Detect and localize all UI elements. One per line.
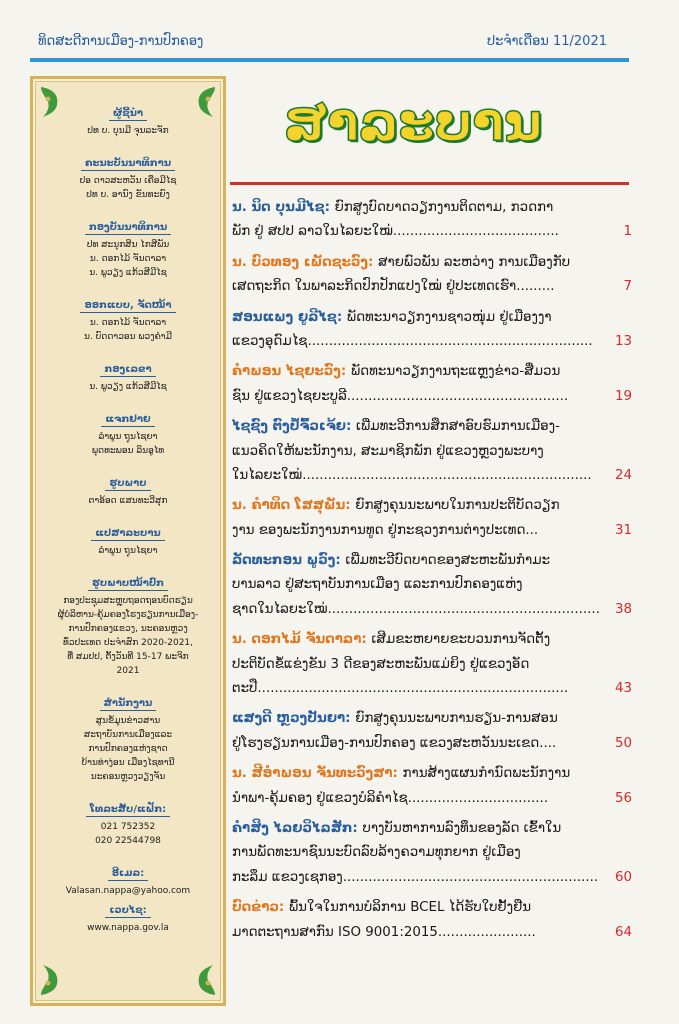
masthead-section-title: ແປສາລະບານ xyxy=(91,528,164,541)
toc-entry[interactable] xyxy=(232,817,632,890)
toc-author: ແສງດີ ຫຼວງປັນຍາ: xyxy=(232,711,356,727)
corner-ornament-icon xyxy=(39,963,61,997)
masthead-section-line: ການປົກຄອງແຫ່ງຊາດ xyxy=(88,744,168,754)
toc-article-title: ພັກ ຢູ່ ສປປ ລາວໃນໄລຍະໃໝ່....................................... xyxy=(232,224,559,240)
toc-entry[interactable] xyxy=(232,415,632,488)
toc-entry-line xyxy=(232,866,632,890)
masthead-section-line: ທີ່ ສມປປ, ຕັ້ງວັນທີ 15-17 ພະຈິກ xyxy=(67,652,189,662)
toc-article-title: ເພີ່ມທະວີບົດບາດຂອງສະຫະພັນກຳມະ xyxy=(345,553,551,569)
toc-entry-line xyxy=(232,549,632,573)
masthead-section-line: ລຳພູນ ຖຸນໄຊຍາ xyxy=(98,546,158,556)
masthead-section-line: ຜູ້ບໍລິຫານ-ຄຸ້ມຄອງໂຮງຮຽນການເມືອງ- xyxy=(57,610,199,620)
toc-entry[interactable] xyxy=(232,251,632,300)
toc-article-title: ການພັດທະນາຊົນນະບົດລົບລ້າງຄວາມທຸກຍາກ ຢູ່ເມືອງ xyxy=(232,845,521,861)
toc-entry-line xyxy=(232,519,632,543)
toc-entry-line xyxy=(232,275,632,299)
masthead-section-title: ຮູບພາບ xyxy=(105,478,150,491)
toc-entry[interactable] xyxy=(232,306,632,355)
masthead-contact xyxy=(47,861,209,935)
toc-page-number: 50 xyxy=(611,732,632,756)
masthead-section xyxy=(47,357,209,394)
toc-author: ຄຳພອນ ໄຊຍະວົງ: xyxy=(232,364,351,380)
corner-ornament-icon xyxy=(39,85,61,119)
toc-page-number: 7 xyxy=(619,275,632,299)
toc-entry-line xyxy=(232,330,632,354)
masthead-section xyxy=(47,215,209,280)
masthead-section-line: ນ. ພູວຽງ ແກ້ວສີມີໄຊ xyxy=(89,382,167,392)
toc-entry-line xyxy=(232,787,632,811)
toc-author: ສອນແພງ ຍູລີໄຊ: xyxy=(232,309,347,325)
toc-author: ລັດທະກອນ ພູວົງ: xyxy=(232,553,346,569)
header-issue-date: ປະຈຳເດືອນ 11/2021 xyxy=(486,34,607,49)
masthead-section-line: ພຸດທະພອນ ລິນອູໄທ xyxy=(91,446,165,456)
corner-ornament-icon xyxy=(195,963,217,997)
masthead-section-line: ສະຖາບັນການເມືອງແລະ xyxy=(83,730,173,740)
masthead-section-line: ການປົກຄອງແຂວງ, ນະຄອນຫຼວງ xyxy=(68,624,188,634)
toc-article-title: ພັດທະນາວຽກງານຊາວໜຸ່ມ ຢູ່ເມືອງງາ xyxy=(346,309,552,325)
masthead-section-line: ລຳພູນ ຖຸນໄຊຍາ xyxy=(98,432,158,442)
toc-entry-line xyxy=(232,896,632,920)
masthead-sections xyxy=(47,101,209,848)
toc-article-title: ຢູ່ໂຮງຮຽນການເມືອງ-ການປົກຄອງ ແຂວງສະຫວັນນະເຂດ.... xyxy=(232,735,557,751)
toc-entry-line xyxy=(232,762,632,786)
toc-article-title: ມາດຕະຖານສາກົນ ISO 9001:2015....................... xyxy=(232,924,536,940)
toc-entry-line xyxy=(232,494,632,518)
toc-author: ນ. ບົວທອງ ເພັດຊະວົງ: xyxy=(232,254,379,270)
title-divider xyxy=(230,182,629,185)
website-url[interactable]: www.nappa.gov.la xyxy=(87,923,169,933)
toc-article-title: ບາງບັນຫາການລົງທຶນຂອງລັດ ເຂົ້າໃນ xyxy=(362,820,562,836)
masthead-section xyxy=(47,797,209,848)
toc-page-number: 31 xyxy=(611,519,632,543)
toc-entry-line xyxy=(232,598,632,622)
masthead-section-title: ສຳນັກງານ xyxy=(100,698,157,711)
toc-entry[interactable] xyxy=(232,707,632,756)
toc-entry[interactable] xyxy=(232,549,632,622)
masthead-section xyxy=(47,101,209,138)
corner-ornament-icon xyxy=(195,85,217,119)
masthead-section-line: ປທ ສະນຸກສິນ ໄກສີພັນ xyxy=(86,240,170,250)
toc-page-number: 60 xyxy=(611,866,632,890)
toc-entry[interactable] xyxy=(232,494,632,543)
masthead-sidebar xyxy=(30,76,226,1006)
toc-article-title: ຍົກສູງຄຸນນະພາບໃນການປະຕິບັດວຽກ xyxy=(355,498,560,514)
masthead-section xyxy=(47,293,209,344)
toc-author: ນ. ນິດ ບຸນມີໄຊ: xyxy=(232,200,335,215)
toc-entry-line xyxy=(232,628,632,652)
masthead-section-line: ນະຄອນຫຼວງວຽງຈັນ xyxy=(90,772,166,782)
masthead-section-line: ນ. ດອກໄມ້ ຈັນດາລາ xyxy=(89,254,167,264)
website-label: ເວບໄຊ: xyxy=(105,905,150,918)
toc-entry[interactable] xyxy=(232,196,632,245)
toc-author: ນ. ສີອຳພອນ ຈັນທະວົງສາ: xyxy=(232,766,403,782)
toc-article-title: ຊົນ ຢູ່ແຂວງໄຊຍະບູລີ.................................................... xyxy=(232,388,569,404)
toc-entry-line xyxy=(232,732,632,756)
toc-entry-line xyxy=(232,251,632,275)
masthead-section-line: 021 752352 xyxy=(100,822,156,832)
masthead-section-title: ຮູບພາບໜ້າປົກ xyxy=(88,578,168,591)
header-divider xyxy=(30,58,629,62)
toc-article-title: ປະຕິບັດຂໍ້ແຂ່ງຂັນ 3 ດີຂອງສະຫະພັນແມ່ຍິງ ຢູ່ແຂວງອັດ xyxy=(232,656,530,672)
table-of-contents xyxy=(232,196,632,951)
toc-entry-line xyxy=(232,653,632,677)
toc-article-title: ເສີມຂະຫຍາຍຂະບວນການຈັດຕັ້ງ xyxy=(371,632,551,648)
toc-entry-line xyxy=(232,817,632,841)
toc-article-title: ສາຍພົວພັນ ລະຫວ່າງ ການເມືອງກັບ xyxy=(378,254,571,270)
toc-page-number: 24 xyxy=(611,464,632,488)
masthead-section-line: ປອ ດາວສະຫວັນ ເຄືອມີໄຊ xyxy=(79,176,177,186)
masthead-section-title: ກອງເລຂາ xyxy=(100,364,155,377)
toc-article-title: ບານລາວ ຢູ່ສະຖາບັນການເມືອງ ແລະການປົກຄອງແຫ່ງ xyxy=(232,577,523,593)
masthead-section xyxy=(47,571,209,678)
toc-entry-line xyxy=(232,573,632,597)
toc-entry[interactable] xyxy=(232,628,632,701)
toc-entry[interactable] xyxy=(232,762,632,811)
toc-article-title: ງານ ຂອງພະນັກງານການທູດ ຢູ່ກະຊວງການຕ່າງປະເທດ... xyxy=(232,522,539,538)
page-title-text: ສາລະບານ xyxy=(284,93,542,153)
toc-entry-line xyxy=(232,196,632,220)
toc-entry-line xyxy=(232,220,632,244)
toc-article-title: ເສດຖະກິດ ໃນພາລະກິດປົກປັກແປງໃໝ່ ຢູ່ປະເທດເຮົາ......... xyxy=(232,279,555,295)
masthead-section-title: ແຈກຢາຍ xyxy=(101,414,154,427)
masthead-section-title: ອອກແບບ, ຈັດໜ້າ xyxy=(80,300,175,313)
page-title xyxy=(284,86,542,160)
masthead-section xyxy=(47,407,209,458)
toc-entry[interactable] xyxy=(232,896,632,945)
toc-article-title: ໃນໄລຍະໃໝ່.................................................................... xyxy=(232,467,592,483)
toc-entry-line xyxy=(232,415,632,439)
masthead-section-line: ປທ ບ. ອານົງ ຂັນທະຍົງ xyxy=(86,190,170,200)
masthead-section-line: ນ. ດອກໄມ້ ຈັນດາລາ xyxy=(89,318,167,328)
toc-article-title: ແຂວງອຸດົມໄຊ................................................................... xyxy=(232,333,593,349)
toc-article-title: ແນວຄິດໃຫ້ພະນັກງານ, ສະມາຊິກພັກ ຢູ່ແຂວງຫຼວງພະບາງ xyxy=(232,443,544,459)
toc-entry-line xyxy=(232,921,632,945)
masthead-section-title: ກອງບັນນາທິການ xyxy=(85,222,171,235)
toc-entry-line xyxy=(232,841,632,865)
email-label: ອີເມລ: xyxy=(108,868,148,881)
masthead-section-title: ໂທລະສັບ/ແຟັກ: xyxy=(86,804,170,817)
toc-entry[interactable] xyxy=(232,360,632,409)
toc-entry-line xyxy=(232,306,632,330)
masthead-section-line: ກອງປະຊຸມສະຫຼຸບຖອດຖອນບົດຮຽນ xyxy=(63,596,193,606)
masthead-section-line: ທົ່ວປະເທດ ປະຈຳສົກ 2020-2021, xyxy=(62,638,194,648)
toc-article-title: ຍົກສູງບົດບາດວຽກງານຕິດຕາມ, ກວດກາ xyxy=(334,200,554,215)
toc-article-title: ຊາດໃນໄລຍະໃໝ່................................................................ xyxy=(232,601,600,617)
toc-article-title: ການສ້າງແຜນກຳນົດພະນັກງານ xyxy=(402,766,571,782)
toc-page-number: 38 xyxy=(611,598,632,622)
toc-page-number: 1 xyxy=(619,220,632,244)
masthead-section-line: ປທ ບ. ບຸນມີ ຈຸນລະຈັກ xyxy=(87,126,169,136)
toc-entry-line xyxy=(232,677,632,701)
masthead-section xyxy=(47,471,209,508)
masthead-section xyxy=(47,691,209,784)
toc-author: ບົດຂ່າວ: xyxy=(232,900,289,916)
toc-entry-line xyxy=(232,385,632,409)
toc-page-number: 56 xyxy=(611,787,632,811)
masthead-section-line: ນ. ບົດດາວອນ ພວງຄຳມີ xyxy=(84,332,172,342)
toc-article-title: ຕະປື......................................................................... xyxy=(232,681,569,697)
toc-article-title: ພົ້ນໃຈໃນການບໍລິການ BCEL ໄດ້ຮັບໃບຢັ້ງຢືນ xyxy=(288,900,532,916)
toc-entry-line xyxy=(232,464,632,488)
toc-author: ໄຊຊົງ ຕົງປໍ້ຈົ້ວເຈ້ຍ: xyxy=(232,419,356,435)
toc-page-number: 64 xyxy=(611,921,632,945)
masthead-section-title: ຜູ້ຊີ້ນຳ xyxy=(109,108,147,121)
toc-author: ນ. ດອກໄມ້ ຈັນດາລາ: xyxy=(232,632,372,648)
header-publication-title: ທິດສະດີການເມືອງ-ການປົກຄອງ xyxy=(38,34,204,49)
toc-page-number: 43 xyxy=(611,677,632,701)
toc-entry-line xyxy=(232,440,632,464)
email-address[interactable]: Valasan.nappa@yahoo.com xyxy=(65,886,191,896)
toc-article-title: ນຳພາ-ຄຸ້ມຄອງ ຢູ່ແຂວງບໍລິຄຳໄຊ................................. xyxy=(232,790,549,806)
toc-article-title: ຍົກສູງຄຸນນະພາບການຮຽນ-ການສອນ xyxy=(355,711,558,727)
toc-entry-line xyxy=(232,360,632,384)
masthead-section xyxy=(47,151,209,202)
toc-entry-line xyxy=(232,707,632,731)
toc-page-number: 13 xyxy=(611,330,632,354)
toc-author: ຄຳສິງ ໄລຍວິໄລສັກ: xyxy=(232,820,363,836)
toc-article-title: ກະລຶມ ແຂວງເຊກອງ............................................................ xyxy=(232,869,599,885)
masthead-section-line: ນ. ພູວຽງ ແກ້ວສີມີໄຊ xyxy=(89,268,167,278)
masthead-section-line: ຕາອ້ອດ ແສນທະວີສຸກ xyxy=(88,496,168,506)
masthead-section-line: ສູນຂໍ້ມູນຂ່າວສານ xyxy=(95,716,161,726)
masthead-section-line: 020 22544798 xyxy=(95,836,161,846)
toc-article-title: ພັດທະນາວຽກງານຖະແຫຼງຂ່າວ-ສື່ມວນ xyxy=(350,364,561,380)
masthead-section-line: 2021 xyxy=(116,666,140,676)
masthead-section-title: ຄະນະບັນນາທິການ xyxy=(81,158,175,171)
masthead-section xyxy=(47,521,209,558)
toc-page-number: 19 xyxy=(611,385,632,409)
toc-article-title: ເພີ່ມທະວີການສຶກສາອົບຮົມການເມືອງ- xyxy=(355,419,560,435)
masthead-section-line: ບ້ານທ່າງ່ອນ ເມືອງໄຊທານີ xyxy=(81,758,175,768)
toc-author: ນ. ຄຳທິດ ໂສສຸພັນ: xyxy=(232,498,356,514)
